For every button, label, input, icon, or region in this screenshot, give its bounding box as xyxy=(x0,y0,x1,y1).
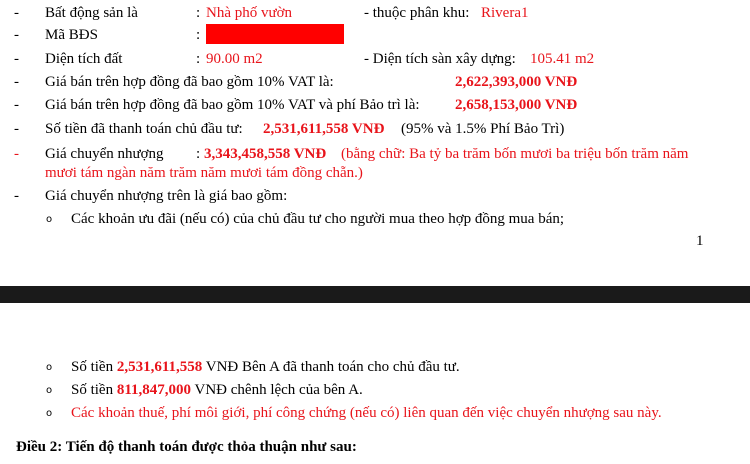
bullet-dash: - xyxy=(14,51,19,67)
price-includes-label: Giá chuyển nhượng trên là giá bao gồm: xyxy=(45,188,288,204)
difference-amount: 811,847,000 xyxy=(116,382,192,398)
redacted-property-code xyxy=(206,24,344,44)
sub-bullet: o xyxy=(46,385,53,396)
sub-bullet: o xyxy=(46,408,53,419)
contract-price-maintenance-value: 2,658,153,000 VNĐ xyxy=(455,97,578,113)
floor-area-value: 105.41 m2 xyxy=(530,51,595,67)
land-area-value: 90.00 m2 xyxy=(206,51,263,67)
property-type-value: Nhà phố vườn xyxy=(206,5,293,21)
contract-price-vat-label: Giá bán trên hợp đồng đã bao gồm 10% VAT là: xyxy=(45,74,334,90)
difference-line xyxy=(71,381,363,399)
paid-amount-value: 2,531,611,558 VNĐ xyxy=(263,121,385,137)
colon: : xyxy=(196,27,201,43)
taxes-fees-text: Các khoản thuế, phí môi giới, phí công chứng (nếu có) liên quan đến việc chuyển nhượng sau này. xyxy=(71,405,662,421)
page-break xyxy=(0,286,750,303)
bullet-dash: - xyxy=(14,188,19,204)
paid-to-developer-text: VNĐ Bên A đã thanh toán cho chủ đầu tư. xyxy=(205,359,460,375)
article-2-heading: Điều 2: Tiến độ thanh toán được thỏa thuận như sau: xyxy=(16,439,357,455)
paid-amount-note: (95% và 1.5% Phí Bảo Trì) xyxy=(401,121,565,137)
transfer-price-words-line1: (bằng chữ: Ba tỷ ba trăm bốn mươi ba triệu bốn trăm năm xyxy=(341,146,689,162)
transfer-price-value: 3,343,458,558 VNĐ xyxy=(204,146,327,162)
incentives-text: Các khoản ưu đãi (nếu có) của chủ đầu tư cho người mua theo hợp đồng mua bán; xyxy=(71,211,565,227)
difference-text: VNĐ chênh lệch của bên A. xyxy=(194,382,363,398)
bullet-dash: - xyxy=(14,97,19,113)
paid-to-developer-amount: 2,531,611,558 xyxy=(116,359,203,375)
amount-prefix: Số tiền xyxy=(71,359,114,375)
bullet-dash: - xyxy=(14,121,19,137)
sub-bullet: o xyxy=(46,214,53,225)
subdivision-label: - thuộc phân khu: xyxy=(364,5,470,21)
colon: : xyxy=(196,51,201,67)
subdivision-value: Rivera1 xyxy=(481,5,529,21)
bullet-dash: - xyxy=(14,5,19,21)
colon: : xyxy=(196,5,201,21)
transfer-price-label: Giá chuyển nhượng xyxy=(45,146,164,162)
colon: : xyxy=(196,146,201,162)
transfer-price-words-line2: mươi tám ngàn năm trăm năm mươi tám đồng chẵn.) xyxy=(45,165,363,181)
bullet-dash: - xyxy=(14,146,19,162)
paid-to-developer-line xyxy=(71,358,460,376)
property-code-label: Mã BĐS xyxy=(45,27,98,43)
page-number: 1 xyxy=(696,233,704,249)
bullet-dash: - xyxy=(14,74,19,90)
floor-area-label: - Diện tích sàn xây dựng: xyxy=(364,51,516,67)
land-area-label: Diện tích đất xyxy=(45,51,123,67)
amount-prefix: Số tiền xyxy=(71,382,114,398)
sub-bullet: o xyxy=(46,362,53,373)
property-type-label: Bất động sản là xyxy=(45,5,138,21)
bullet-dash: - xyxy=(14,27,19,43)
contract-price-maintenance-label: Giá bán trên hợp đồng đã bao gồm 10% VAT và phí Bảo trì là: xyxy=(45,97,420,113)
paid-amount-label: Số tiền đã thanh toán chủ đầu tư: xyxy=(45,121,243,137)
contract-price-vat-value: 2,622,393,000 VNĐ xyxy=(455,74,578,90)
